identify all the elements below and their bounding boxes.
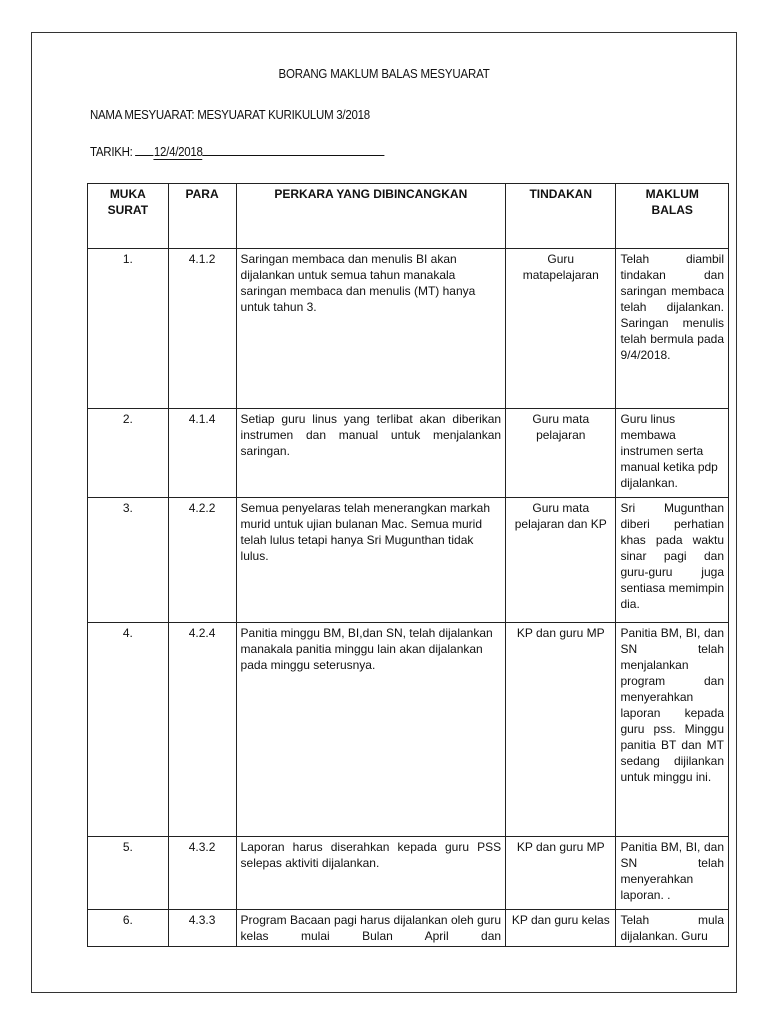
table-row bbox=[88, 249, 729, 409]
cell-tindakan: KP dan guru MP bbox=[506, 837, 616, 910]
cell-perkara: Setiap guru linus yang terlibat akan diberikan instrumen dan manual untuk menjalankan saringan. bbox=[236, 409, 506, 498]
document-title: BORANG MAKLUM BALAS MESYUARAT bbox=[278, 67, 490, 81]
header-perkara: PERKARA YANG DIBINCANGKAN bbox=[236, 184, 506, 249]
document-page bbox=[31, 32, 737, 993]
cell-maklum-balas: Sri Mugunthan diberi perhatian khas pada waktu sinar pagi dan guru-guru juga sentiasa memimpin dia. bbox=[616, 498, 729, 623]
cell-muka-surat: 1. bbox=[88, 249, 169, 409]
cell-perkara: Laporan harus diserahkan kepada guru PSS selepas aktiviti dijalankan. bbox=[236, 837, 506, 910]
cell-para: 4.2.2 bbox=[168, 498, 236, 623]
cell-perkara: Program Bacaan pagi harus dijalankan oleh guru kelas mulai Bulan April dan bbox=[236, 910, 506, 947]
meeting-date-line bbox=[90, 145, 385, 160]
cell-tindakan: KP dan guru MP bbox=[506, 623, 616, 837]
cell-muka-surat: 5. bbox=[88, 837, 169, 910]
cell-tindakan: KP dan guru kelas bbox=[506, 910, 616, 947]
cell-muka-surat: 6. bbox=[88, 910, 169, 947]
cell-para: 4.3.3 bbox=[168, 910, 236, 947]
cell-para: 4.2.4 bbox=[168, 623, 236, 837]
cell-muka-surat: 2. bbox=[88, 409, 169, 498]
header-para: PARA bbox=[168, 184, 236, 249]
cell-perkara: Semua penyelaras telah menerangkan markah murid untuk ujian bulanan Mac. Semua murid telah lulus tetapi hanya Sri Mugunthan tidak lulus. bbox=[236, 498, 506, 623]
cell-perkara: Saringan membaca dan menulis BI akan dijalankan untuk semua tahun manakala saringan membaca dan menulis (MT) hanya untuk tahun 3. bbox=[236, 249, 506, 409]
date-value: 12/4/2018 bbox=[153, 145, 203, 159]
cell-maklum-balas: Panitia BM, BI, dan SN telah menyerahkan laporan. . bbox=[616, 837, 729, 910]
cell-para: 4.1.2 bbox=[168, 249, 236, 409]
cell-tindakan: Guru mata pelajaran dan KP bbox=[506, 498, 616, 623]
feedback-table bbox=[87, 183, 729, 947]
cell-muka-surat: 4. bbox=[88, 623, 169, 837]
cell-para: 4.3.2 bbox=[168, 837, 236, 910]
cell-muka-surat: 3. bbox=[88, 498, 169, 623]
table-row bbox=[88, 837, 729, 910]
cell-maklum-balas: Panitia BM, BI, dan SN telah menjalankan program dan menyerahkan laporan kepada guru pss. Minggu panitia BT dan MT sedang dijilankan untuk minggu ini. bbox=[616, 623, 729, 837]
meeting-name: NAMA MESYUARAT: MESYUARAT KURIKULUM 3/2018 bbox=[90, 108, 370, 122]
header-tindakan: TINDAKAN bbox=[506, 184, 616, 249]
cell-maklum-balas: Guru linus membawa instrumen serta manual ketika pdp dijalankan. bbox=[616, 409, 729, 498]
cell-tindakan: Guru mata pelajaran bbox=[506, 409, 616, 498]
table-row bbox=[88, 409, 729, 498]
table-header-row bbox=[88, 184, 729, 249]
date-underline-right bbox=[203, 155, 385, 156]
date-label: TARIKH: bbox=[90, 145, 133, 159]
table-row bbox=[88, 910, 729, 947]
table-row bbox=[88, 623, 729, 837]
cell-tindakan: Guru matapelajaran bbox=[506, 249, 616, 409]
cell-para: 4.1.4 bbox=[168, 409, 236, 498]
header-muka-surat: MUKA SURAT bbox=[88, 184, 169, 249]
cell-perkara: Panitia minggu BM, BI,dan SN, telah dijalankan manakala panitia minggu lain akan dijalankan pada minggu seterusnya. bbox=[236, 623, 506, 837]
date-underline-left bbox=[136, 155, 154, 156]
cell-maklum-balas: Telah diambil tindakan dan saringan membaca telah dijalankan. Saringan menulis telah bermula pada 9/4/2018. bbox=[616, 249, 729, 409]
cell-maklum-balas: Telah mula dijalankan. Guru bbox=[616, 910, 729, 947]
table-row bbox=[88, 498, 729, 623]
header-maklum-balas: MAKLUM BALAS bbox=[616, 184, 729, 249]
